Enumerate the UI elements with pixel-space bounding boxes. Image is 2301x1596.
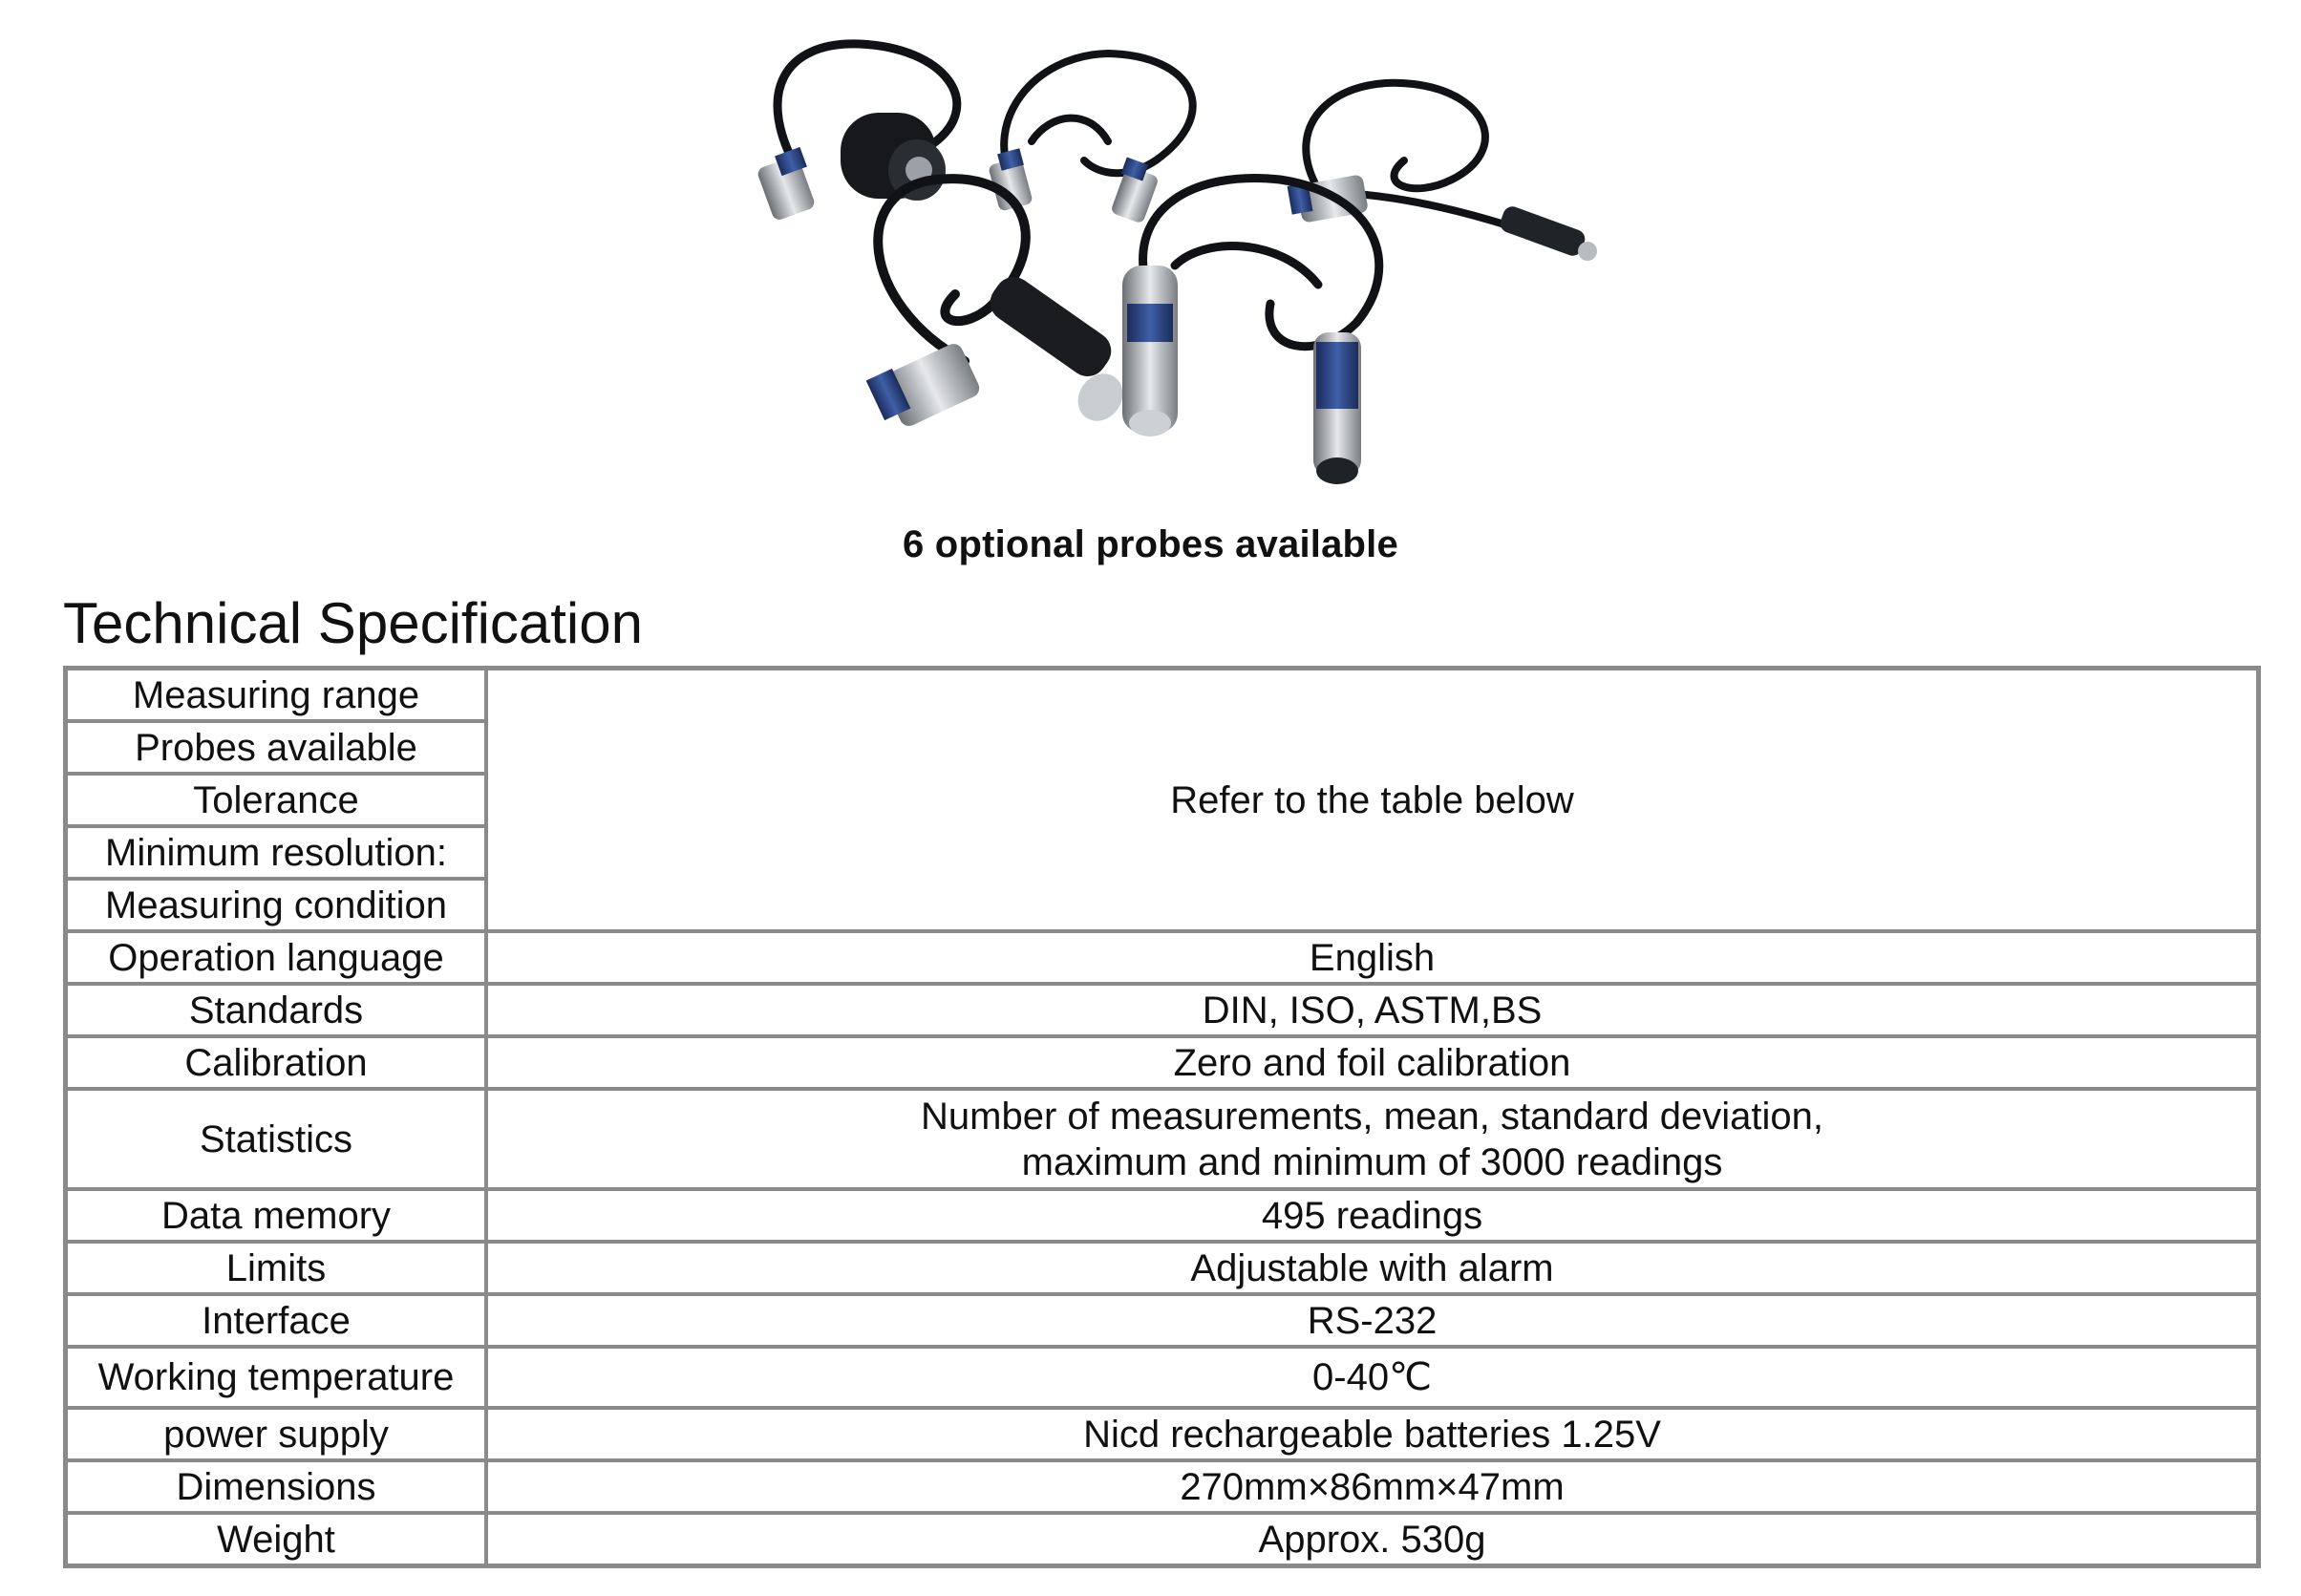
spec-value: Zero and foil calibration: [486, 1036, 2258, 1089]
table-row: [66, 1242, 2258, 1294]
spec-label: Data memory: [66, 1189, 486, 1242]
spec-label: Limits: [66, 1242, 486, 1294]
spec-label: Probes available: [66, 721, 486, 774]
table-row: [66, 1347, 2258, 1408]
spec-value: Approx. 530g: [486, 1513, 2258, 1565]
table-row: [66, 984, 2258, 1036]
spec-label: Dimensions: [66, 1460, 486, 1513]
spec-value: English: [486, 931, 2258, 984]
table-row: [66, 931, 2258, 984]
spec-label: Tolerance: [66, 774, 486, 826]
spec-value-grouped: Refer to the table below: [486, 669, 2258, 931]
spec-label: Measuring condition: [66, 879, 486, 931]
spec-value-line: maximum and minimum of 3000 readings: [1021, 1140, 1723, 1183]
spec-label: Standards: [66, 984, 486, 1036]
table-row: [66, 1408, 2258, 1460]
spec-value: Nicd rechargeable batteries 1.25V: [486, 1408, 2258, 1460]
table-row: [66, 1089, 2258, 1189]
spec-value: 0-40℃: [486, 1347, 2258, 1408]
spec-label: Interface: [66, 1294, 486, 1347]
spec-label: Working temperature: [66, 1347, 486, 1408]
section-title: Technical Specification: [63, 591, 644, 655]
table-row: [66, 669, 2258, 721]
spec-value: Adjustable with alarm: [486, 1242, 2258, 1294]
spec-label: Operation language: [66, 931, 486, 984]
spec-label: Weight: [66, 1513, 486, 1565]
spec-value: 270mm×86mm×47mm: [486, 1460, 2258, 1513]
table-row: [66, 1513, 2258, 1565]
table-row: [66, 1294, 2258, 1347]
spec-label: Statistics: [66, 1089, 486, 1189]
figure-caption: 6 optional probes available: [903, 523, 1398, 565]
spec-label: Minimum resolution:: [66, 826, 486, 879]
spec-table: [63, 666, 2261, 1568]
spec-label: Calibration: [66, 1036, 486, 1089]
spec-value: RS-232: [486, 1294, 2258, 1347]
table-row: [66, 1189, 2258, 1242]
spec-value: [486, 1089, 2258, 1189]
spec-value: DIN, ISO, ASTM,BS: [486, 984, 2258, 1036]
spec-label: power supply: [66, 1408, 486, 1460]
table-row: [66, 1460, 2258, 1513]
spec-value: 495 readings: [486, 1189, 2258, 1242]
spec-label: Measuring range: [66, 669, 486, 721]
spec-value-line: Number of measurements, mean, standard deviation,: [921, 1095, 1823, 1138]
probe-cables-photo: [745, 17, 1624, 523]
table-row: [66, 1036, 2258, 1089]
